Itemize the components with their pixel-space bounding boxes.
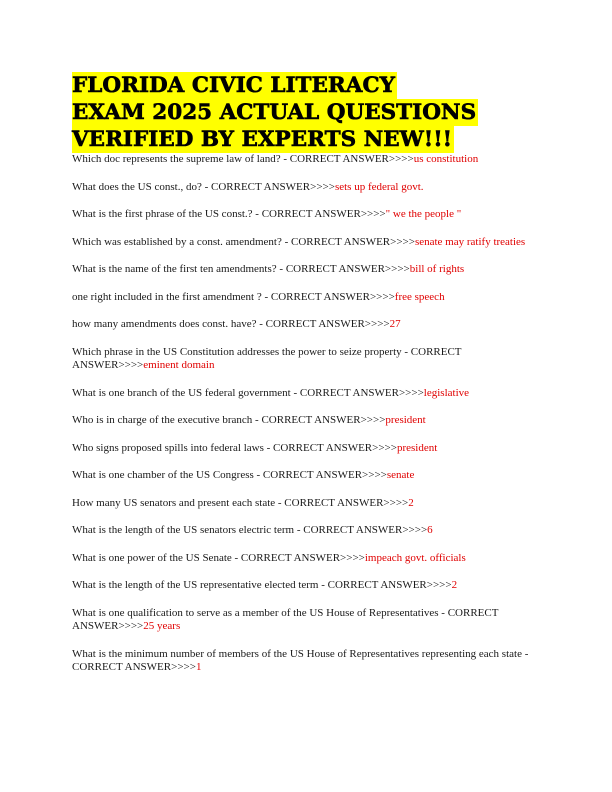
question-text: Who is in charge of the executive branch - CORRECT ANSWER>>>> <box>72 414 386 426</box>
question-text: Who signs proposed spills into federal laws - CORRECT ANSWER>>>> <box>72 441 397 454</box>
question-text: What is the length of the US representative elected term - CORRECT ANSWER>>>> <box>72 579 452 591</box>
qa-item <box>72 648 542 675</box>
answer-text: sets up federal govt. <box>334 180 424 193</box>
qa-item <box>72 263 542 277</box>
document-title <box>72 72 542 153</box>
qa-item <box>72 552 542 566</box>
title-line-2: EXAM 2025 ACTUAL QUESTIONS <box>72 100 477 125</box>
question-text: What is one chamber of the US Congress - CORRECT ANSWER>>>> <box>72 469 387 481</box>
answer-text: senate may ratify treaties <box>414 235 526 248</box>
qa-item <box>72 318 542 332</box>
question-text: What is one qualification to serve as a member of the US House of Representatives - CORRECT ANSWER>>>> <box>72 606 499 632</box>
question-text: What is the length of the US senators electric term - CORRECT ANSWER>>>> <box>72 524 428 536</box>
question-text: What is the name of the first ten amendments? - CORRECT ANSWER>>>> <box>72 263 410 275</box>
answer-text: legislative <box>423 386 470 399</box>
answer-text: bill of rights <box>409 263 465 275</box>
answer-text: eminent domain <box>143 359 215 371</box>
answer-text: senate <box>386 469 415 481</box>
answer-text: 2 <box>408 496 414 509</box>
answer-text: impeach govt. officials <box>364 551 466 564</box>
answer-text: us constitution <box>413 153 479 165</box>
question-text: Which was established by a const. amendment? - CORRECT ANSWER>>>> <box>72 235 415 248</box>
question-text: Which doc represents the supreme law of land? - CORRECT ANSWER>>>> <box>72 153 414 165</box>
qa-item <box>72 469 542 483</box>
qa-item <box>72 181 542 195</box>
question-text: What is the minimum number of members of the US House of Representatives representing each state - CORRECT ANSWER>>>> <box>72 647 529 673</box>
question-text: What does the US const., do? - CORRECT ANSWER>>>> <box>72 180 335 193</box>
question-text: how many amendments does const. have? - CORRECT ANSWER>>>> <box>72 318 390 330</box>
qa-item <box>72 291 542 305</box>
answer-text: " we the people " <box>385 208 462 220</box>
qa-list <box>72 153 542 689</box>
answer-text: 1 <box>195 661 202 673</box>
qa-item <box>72 236 542 250</box>
title-line-1: FLORIDA CIVIC LITERACY <box>72 73 395 98</box>
qa-item <box>72 153 542 167</box>
qa-item <box>72 387 542 401</box>
answer-text: president <box>385 414 426 426</box>
answer-text: free speech <box>394 290 445 303</box>
answer-text: 6 <box>427 524 433 536</box>
qa-item <box>72 607 542 634</box>
qa-item <box>72 497 542 511</box>
qa-item <box>72 442 542 456</box>
qa-item <box>72 524 542 538</box>
qa-item <box>72 346 542 373</box>
qa-item <box>72 208 542 222</box>
question-text: What is the first phrase of the US const.? - CORRECT ANSWER>>>> <box>72 208 386 220</box>
qa-item <box>72 579 542 593</box>
answer-text: 25 years <box>143 620 181 632</box>
answer-text: 27 <box>389 318 401 330</box>
question-text: What is one power of the US Senate - CORRECT ANSWER>>>> <box>72 551 365 564</box>
answer-text: president <box>396 441 438 454</box>
question-text: What is one branch of the US federal government - CORRECT ANSWER>>>> <box>72 386 424 399</box>
question-text: Which phrase in the US Constitution addresses the power to seize property - CORRECT ANSWER>>>> <box>72 345 462 371</box>
title-line-3: VERIFIED BY EXPERTS NEW!!! <box>72 127 453 152</box>
question-text: How many US senators and present each state - CORRECT ANSWER>>>> <box>72 496 409 509</box>
qa-item <box>72 414 542 428</box>
question-text: one right included in the first amendment ? - CORRECT ANSWER>>>> <box>72 290 395 303</box>
answer-text: 2 <box>451 579 458 591</box>
